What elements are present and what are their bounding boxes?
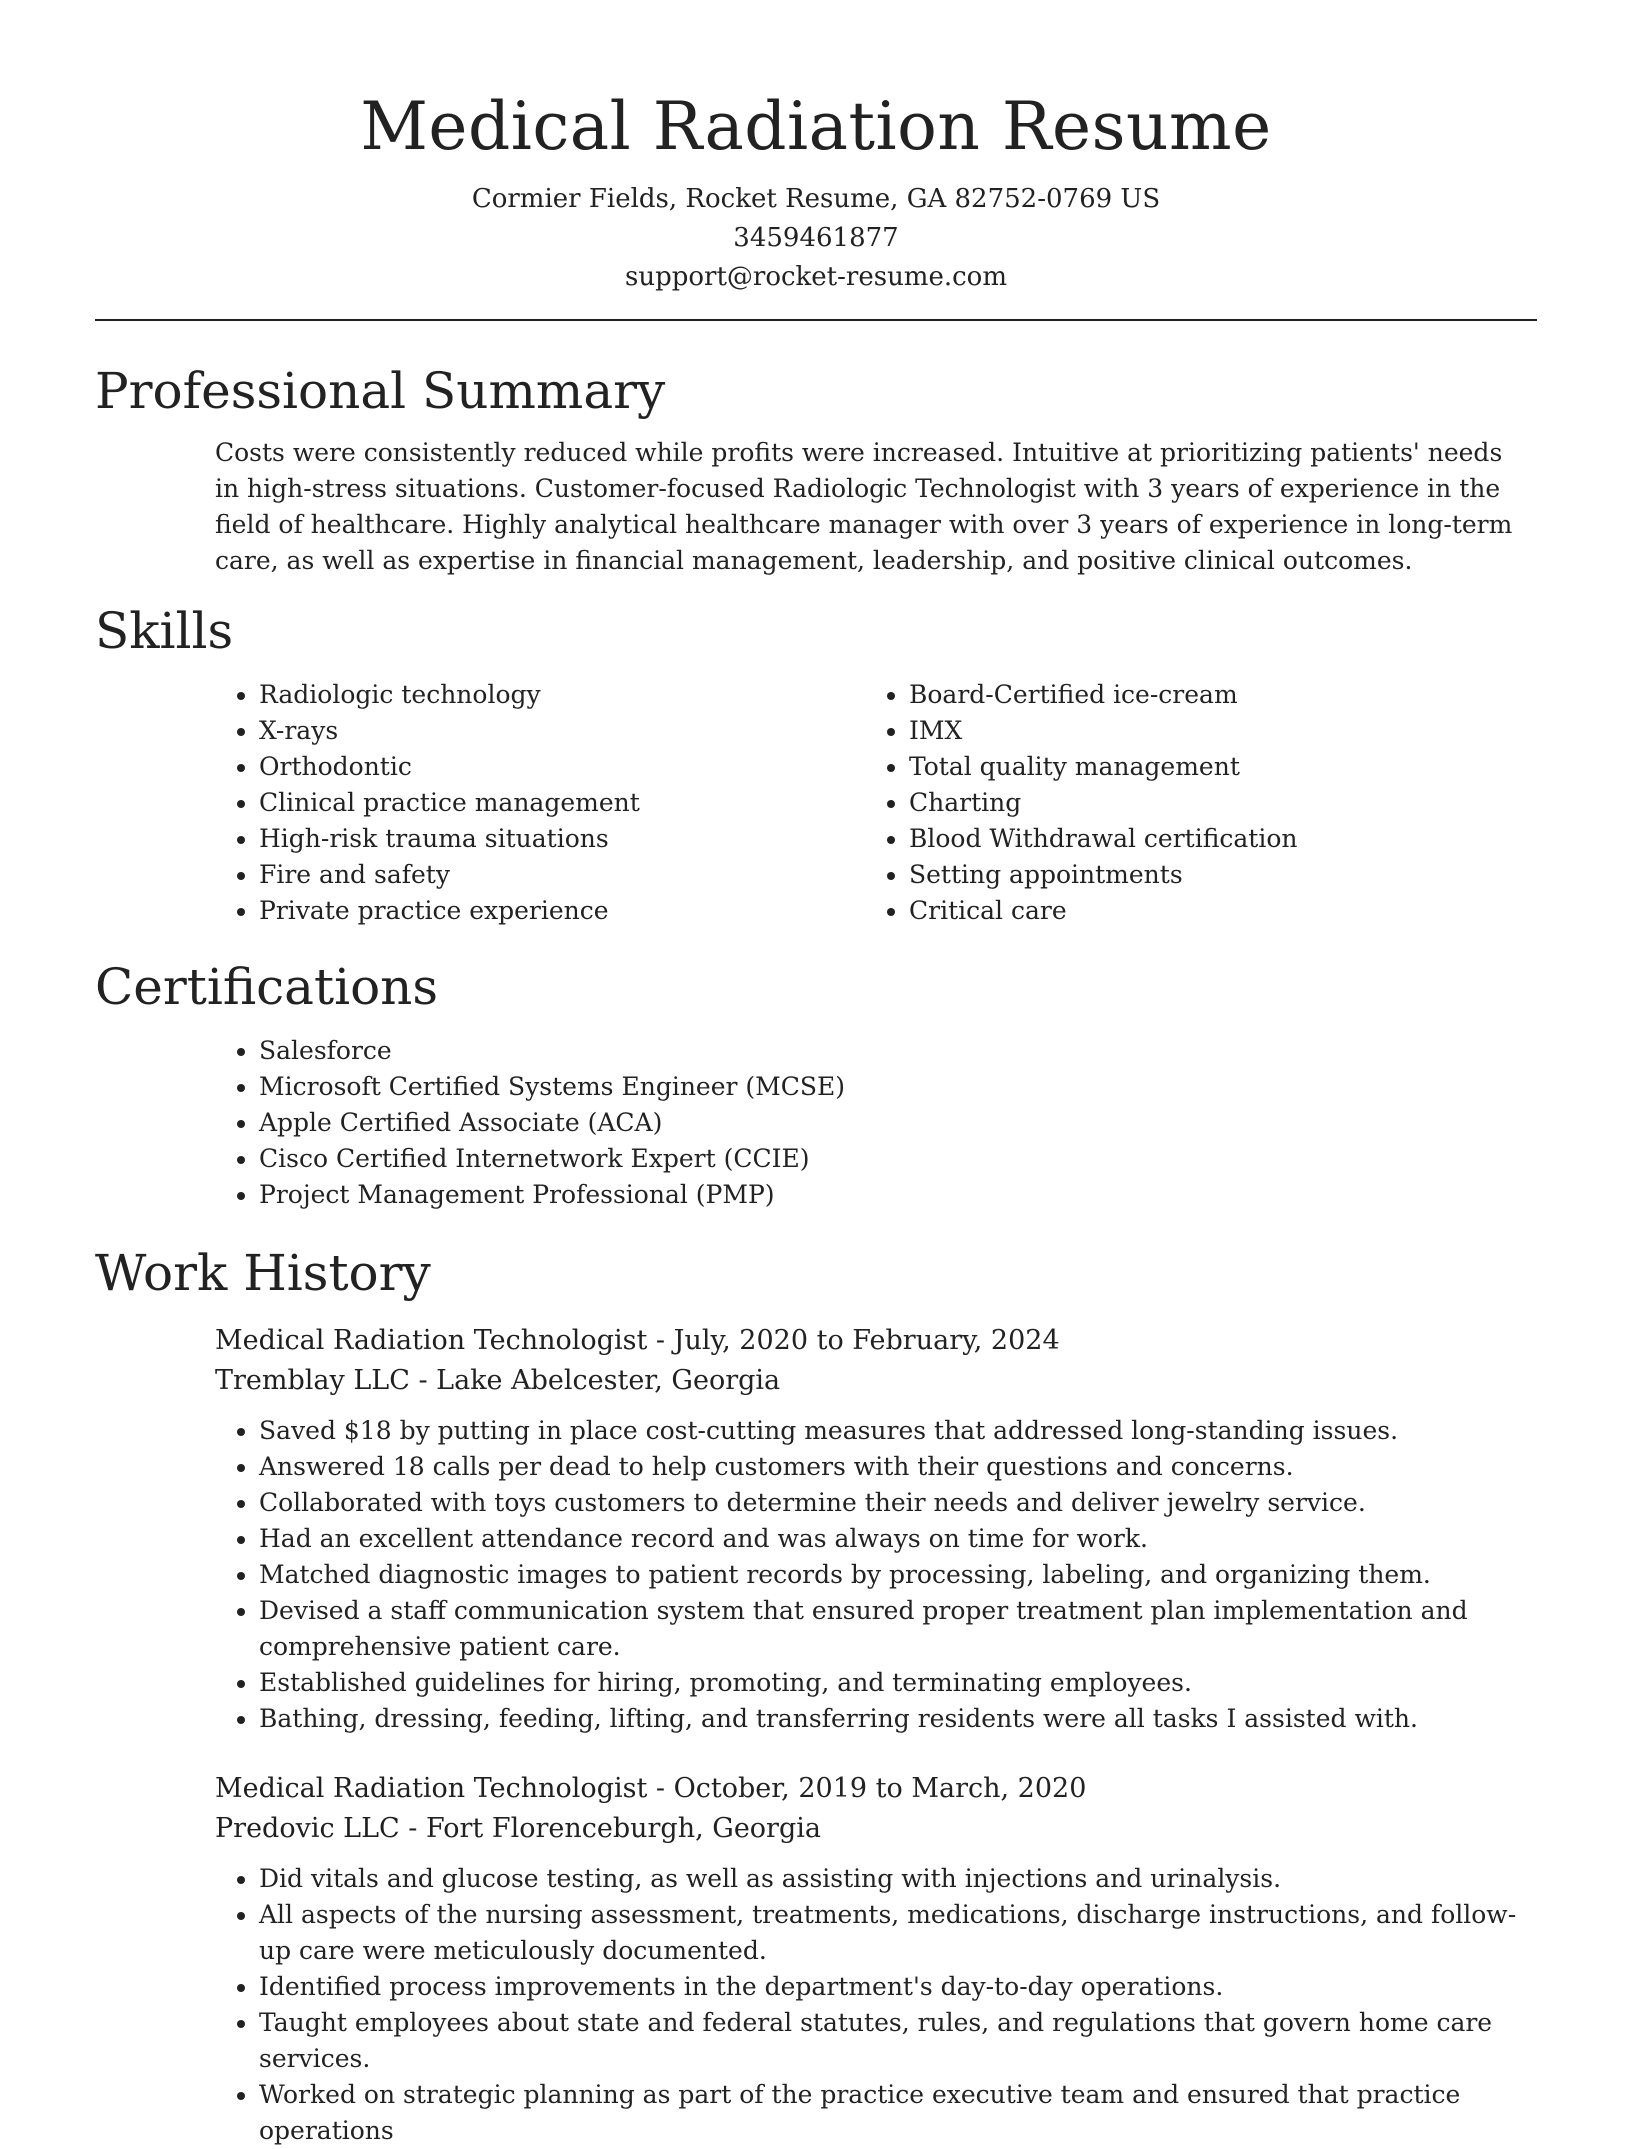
job-bullet: • Collaborated with toys customers to determine their needs and deliver jewelry service.	[259, 1485, 1537, 1521]
skill-item: • Clinical practice management	[259, 785, 745, 821]
skills-grid	[95, 677, 1537, 929]
skill-item: • Radiologic technology	[259, 677, 745, 713]
resume-header	[95, 0, 1537, 297]
skills-column-right	[745, 677, 1298, 929]
resume-page	[95, 0, 1537, 2149]
job-role: Medical Radiation Technologist	[215, 1325, 648, 1356]
job-entry	[95, 1321, 1537, 1401]
skill-item: • IMX	[909, 713, 1298, 749]
skill-item: • Setting appointments	[909, 857, 1298, 893]
work-history-heading: Work History	[95, 1244, 431, 1302]
work-history-section	[95, 1243, 1537, 2149]
certification-item: • Microsoft Certified Systems Engineer (MCSE)	[259, 1069, 1537, 1105]
certifications-section	[95, 957, 1537, 1213]
certification-item: • Cisco Certified Internetwork Expert (CCIE)	[259, 1141, 1537, 1177]
job-role: Medical Radiation Technologist	[215, 1773, 648, 1804]
job-location: - Fort Florenceburgh, Georgia	[399, 1813, 821, 1844]
job-bullet: • Identified process improvements in the department's day-to-day operations.	[259, 1969, 1537, 2005]
contact-block	[95, 180, 1537, 297]
summary-section	[95, 361, 1537, 579]
certification-item: • Salesforce	[259, 1033, 1537, 1069]
job-bullet: • Matched diagnostic images to patient records by processing, labeling, and organizing them.	[259, 1557, 1537, 1593]
job-bullet: • Taught employees about state and federal statutes, rules, and regulations that govern home care services.	[259, 2005, 1537, 2077]
contact-email: support@rocket-resume.com	[624, 262, 1007, 292]
job-company: Predovic LLC	[215, 1813, 400, 1844]
job-entry	[95, 1769, 1537, 1849]
skill-item: • Private practice experience	[259, 893, 745, 929]
job-bullet: • Had an excellent attendance record and was always on time for work.	[259, 1521, 1537, 1557]
job-bullets	[95, 1413, 1537, 1737]
resume-title: Medical Radiation Resume	[360, 88, 1272, 165]
job-bullet: • Devised a staff communication system that ensured proper treatment plan implementation and comprehensive patient care.	[259, 1593, 1537, 1665]
job-bullet: • Established guidelines for hiring, promoting, and terminating employees.	[259, 1665, 1537, 1701]
skill-item: • Total quality management	[909, 749, 1298, 785]
skill-item: • Board-Certified ice-cream	[909, 677, 1298, 713]
job-company-line	[215, 1361, 1537, 1401]
job-bullet: • All aspects of the nursing assessment, treatments, medications, discharge instructions, and follow-up care were meticulously documented.	[259, 1897, 1537, 1969]
summary-text: Costs were consistently reduced while profits were increased. Intuitive at prioritizing patients' needs in high-stress situations. Customer-focused Radiologic Technologist with 3 years of experience in the field of healthcare. Highly analytical healthcare manager with over 3 years of experience in long-term care, as well as expertise in financial management, leadership, and positive clinical outcomes.	[215, 438, 1513, 575]
header-divider	[95, 319, 1537, 321]
job-bullet: • Did vitals and glucose testing, as well as assisting with injections and urinalysis.	[259, 1861, 1537, 1897]
skills-heading: Skills	[95, 602, 234, 660]
skill-item: • Critical care	[909, 893, 1298, 929]
job-bullet: • Bathing, dressing, feeding, lifting, and transferring residents were all tasks I assisted with.	[259, 1701, 1537, 1737]
job-dates: - October, 2019 to March, 2020	[647, 1773, 1087, 1804]
job-title-line	[215, 1321, 1537, 1361]
certification-item: • Project Management Professional (PMP)	[259, 1177, 1537, 1213]
job-bullet: • Worked on strategic planning as part of the practice executive team and ensured that practice operations	[259, 2077, 1537, 2149]
contact-phone: 3459461877	[733, 223, 899, 253]
skills-column-left	[95, 677, 745, 929]
skill-item: • Orthodontic	[259, 749, 745, 785]
job-bullet: • Saved $18 by putting in place cost-cutting measures that addressed long-standing issues.	[259, 1413, 1537, 1449]
skill-item: • Charting	[909, 785, 1298, 821]
certification-item: • Apple Certified Associate (ACA)	[259, 1105, 1537, 1141]
job-company: Tremblay LLC	[215, 1365, 410, 1396]
contact-address: Cormier Fields, Rocket Resume, GA 82752-0769 US	[471, 184, 1161, 214]
certifications-list	[95, 1033, 1537, 1213]
job-bullet: • Answered 18 calls per dead to help customers with their questions and concerns.	[259, 1449, 1537, 1485]
skill-item: • X-rays	[259, 713, 745, 749]
job-company-line	[215, 1809, 1537, 1849]
skills-section	[95, 601, 1537, 929]
certifications-heading: Certifications	[95, 958, 439, 1016]
skill-item: • Fire and safety	[259, 857, 745, 893]
job-location: - Lake Abelcester, Georgia	[409, 1365, 781, 1396]
job-dates: - July, 2020 to February, 2024	[647, 1325, 1060, 1356]
job-title-line	[215, 1769, 1537, 1809]
job-bullets	[95, 1861, 1537, 2149]
summary-heading: Professional Summary	[95, 362, 666, 420]
skill-item: • High-risk trauma situations	[259, 821, 745, 857]
skill-item: • Blood Withdrawal certification	[909, 821, 1298, 857]
